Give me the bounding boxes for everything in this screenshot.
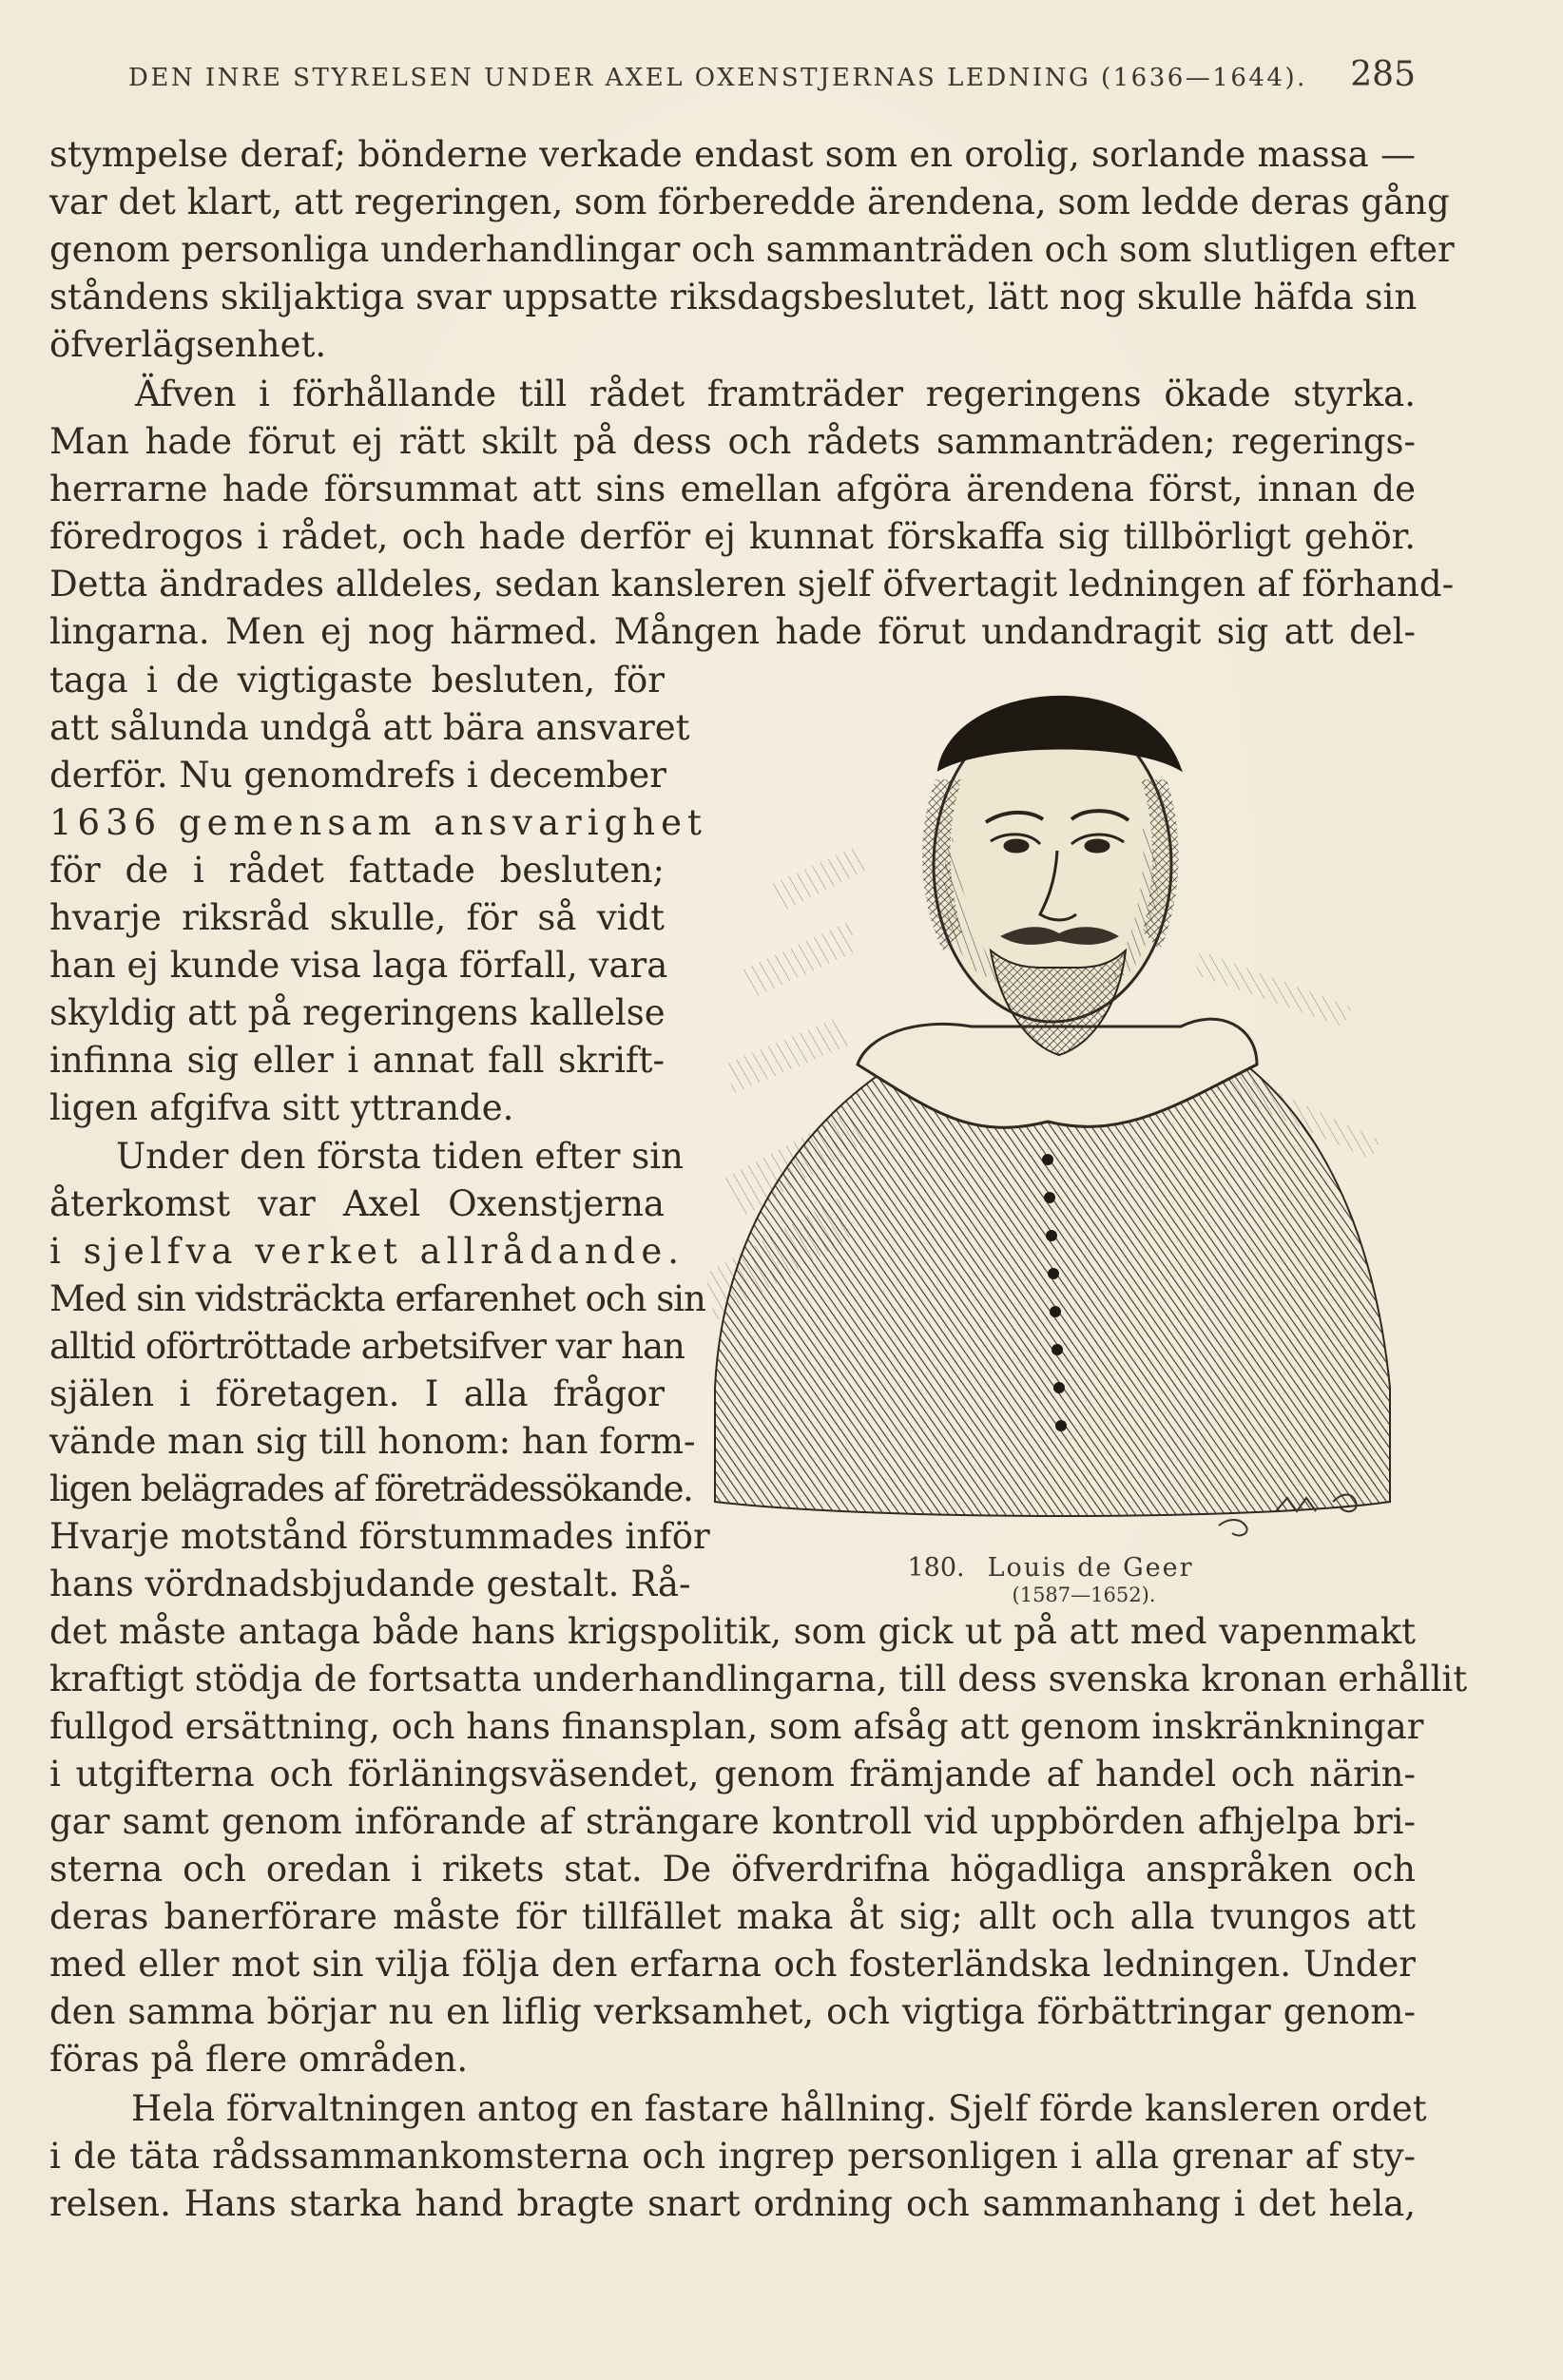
page-header <box>128 55 1416 103</box>
text-line: var det klart, att regeringen, som förberedde ärendena, som ledde deras gång <box>49 182 1450 222</box>
text-line: Äfven i förhållande till rådet framträder regeringens ökade styrka. <box>135 374 1416 414</box>
text-line: fullgod ersättning, och hans finansplan, som afsåg att genom inskränkningar <box>49 1706 1424 1747</box>
text-line: Under den första tiden efter sin <box>116 1136 684 1177</box>
text-line: gar samt genom införande af strängare kontroll vid uppbörden afhjelpa bri- <box>49 1801 1416 1842</box>
text-line: taga i de vigtigaste besluten, för <box>49 660 665 701</box>
text-line: han ej kunde visa laga förfall, vara <box>49 945 668 986</box>
text-line: Man hade förut ej rätt skilt på dess och rådets sammanträden; regerings- <box>49 421 1416 462</box>
text-line: för de i rådet fattade besluten; <box>49 850 665 891</box>
text-line: Detta ändrades alldeles, sedan kansleren sjelf öfvertagit ledningen af förhand- <box>49 564 1455 605</box>
text-line: derför. Nu genomdrefs i december <box>49 755 666 796</box>
text-line: alltid oförtröttade arbetsifver var han <box>49 1326 685 1367</box>
text-line: hans vördnadsbjudande gestalt. Rå- <box>49 1564 691 1604</box>
text-line: i de täta rådssammankomsterna och ingrep personligen i alla grenar af sty- <box>49 2136 1416 2177</box>
text-line: vände man sig till honom: han form- <box>49 1421 696 1462</box>
text-line: själen i företagen. I alla frågor <box>49 1373 665 1414</box>
figure-caption <box>898 1554 1203 1583</box>
text-line: stympelse deraf; bönderne verkade endast som en orolig, sorlande massa — <box>49 134 1416 175</box>
text-line: att sålunda undgå att bära ansvaret <box>49 707 690 748</box>
text-line: Med sin vidsträckta erfarenhet och sin <box>49 1278 705 1319</box>
running-head: DEN INRE STYRELSEN UNDER AXEL OXENSTJERNAS LEDNING (1636—1644). <box>128 64 1307 92</box>
text-line: med eller mot sin vilja följa den erfarna och fosterländska ledningen. Under <box>49 1944 1416 1985</box>
text-line: föredrogos i rådet, och hade derför ej kunnat förskaffa sig tillbörligt gehör. <box>49 516 1416 557</box>
text-line: den samma börjar nu en liflig verksamhet, och vigtiga förbättringar genom- <box>49 1991 1416 2032</box>
page-number: 285 <box>1350 55 1416 94</box>
text-line: föras på flere områden. <box>49 2039 469 2080</box>
text-line: infinna sig eller i annat fall skrift- <box>49 1040 665 1081</box>
text-line: herrarne hade försummat att sins emellan afgöra ärendena först, innan de <box>49 469 1416 509</box>
text-line: i utgifterna och förläningsväsendet, genom främjande af handel och närin- <box>49 1754 1416 1795</box>
text-line: Hvarje motstånd förstummades inför <box>49 1516 710 1557</box>
text-line: 1636 gemensam ansvarighet <box>49 802 707 843</box>
text-line: ligen afgifva sitt yttrande. <box>49 1087 514 1128</box>
text-line: i sjelfva verket allrådande. <box>49 1231 685 1272</box>
text-line: relsen. Hans starka hand bragte snart ordning och sammanhang i det hela, <box>49 2183 1416 2224</box>
text-line: hvarje riksråd skulle, för så vidt <box>49 897 665 938</box>
text-line: genom personliga underhandlingar och sammanträden och som slutligen efter <box>49 229 1455 270</box>
figure-dates: (1587—1652). <box>1012 1583 1156 1606</box>
portrait-engraving <box>686 665 1418 1578</box>
figure-number: 180. <box>907 1553 965 1583</box>
text-line: skyldig att på regeringens kallelse <box>49 992 666 1033</box>
text-line: deras banerförare måste för tillfället maka åt sig; allt och alla tvungos att <box>49 1896 1416 1937</box>
figure-name: Louis de Geer <box>987 1553 1194 1583</box>
text-line: det måste antaga både hans krigspolitik, som gick ut på att med vapenmakt <box>49 1611 1416 1652</box>
text-line: ligen belägrades af företrädessökande. <box>49 1468 693 1509</box>
text-line: Hela förvaltningen antog en fastare hållning. Sjelf förde kansleren ordet <box>131 2088 1427 2129</box>
text-line: lingarna. Men ej nog härmed. Mången hade förut undandragit sig att del- <box>49 611 1416 652</box>
text-line: återkomst var Axel Oxenstjerna <box>49 1183 665 1224</box>
text-line: ståndens skiljaktiga svar uppsatte riksdagsbeslutet, lätt nog skulle häfda sin <box>49 277 1418 317</box>
text-line: kraftigt stödja de fortsatta underhandlingarna, till dess svenska kronan erhållit <box>49 1659 1468 1699</box>
text-line: sterna och oredan i rikets stat. De öfverdrifna högadliga anspråken och <box>49 1849 1416 1890</box>
text-line: öfverlägsenhet. <box>49 324 327 365</box>
